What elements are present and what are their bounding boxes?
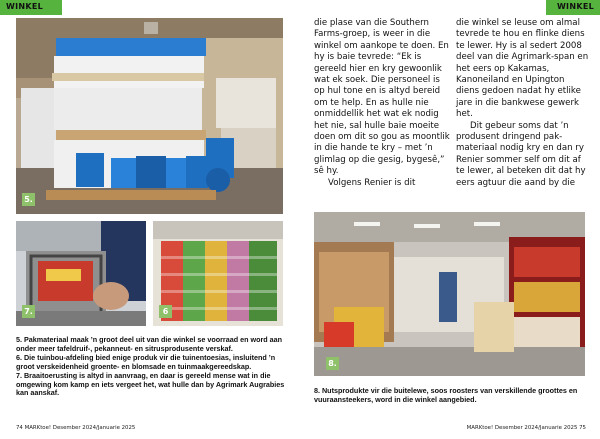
photo-warehouse-packaging bbox=[16, 18, 283, 214]
photo-badge-7: 7. bbox=[22, 305, 35, 318]
photo-badge-8: 8. bbox=[326, 357, 339, 370]
photo-garden-seeds bbox=[153, 221, 283, 326]
column2-paragraph-1: die winkel se leuse om almal tevrede te hou en flinke diens te lewer. Hy is al sedert 2008 deel van die Agrimark-span en het eers op Kakamas, Kanoneiland en Upington diens gedoen nadat hy etlike jare in die bankwese gewerk het. bbox=[456, 18, 589, 120]
column2-paragraph-2: Dit gebeur soms dat ’n produsent dringend pak-materiaal nodig kry en dan ry Renier sommer self om dit af te lewer, al beteken dit dat hy eers agtuur die aand by die bbox=[456, 120, 586, 188]
section-band-right bbox=[546, 0, 600, 15]
photo-store-interior bbox=[314, 212, 585, 376]
photo-badge-6: 6 bbox=[159, 305, 172, 318]
article-column-1 bbox=[314, 18, 450, 189]
left-captions bbox=[16, 336, 286, 398]
photo-badge-5: 5. bbox=[22, 193, 35, 206]
photo-braai-equipment bbox=[16, 221, 146, 326]
section-label-right: WINKEL bbox=[556, 2, 594, 11]
right-page bbox=[300, 0, 600, 439]
right-footer: MARKtoe! Desember 2024/Januarie 2025 75 bbox=[466, 425, 586, 431]
left-footer: 74 MARKtoe! Desember 2024/Januarie 2025 bbox=[16, 425, 136, 431]
column1-paragraph-2: Volgens Renier is dit bbox=[328, 177, 416, 188]
article-column-2 bbox=[456, 18, 590, 189]
caption-8: 8. Nutsprodukte vir die buitelewe, soos roosters van verskillende groottes en vuuraansteekers, word in die winkel aangebied. bbox=[314, 386, 578, 404]
caption-6: 6. Die tuinbou-afdeling bied enige produk vir die tuinentoesias, insluitend ’n groot verskeidenheid groente- en blomsade en tuinmaakgereedskap. bbox=[16, 352, 276, 371]
section-label-left: WINKEL bbox=[6, 2, 44, 11]
caption-5: 5. Pakmateriaal maak ’n groot deel uit van die winkel se voorraad en word aan onder meer tafeldruif-, pekanneut- en sitrusprodusente verskaf. bbox=[16, 335, 283, 353]
section-band-left bbox=[0, 0, 62, 15]
caption-7: 7. Braaitoerusting is altyd in aanvraag, en daar is gereeld mense wat in die omgewing kom kamp en iets vergeet het, wat hulle dan by Agrimark Augrabies kan aanskaf. bbox=[16, 370, 285, 398]
left-page bbox=[0, 0, 299, 439]
right-caption bbox=[314, 387, 586, 405]
column1-paragraph-1: die plase van die Southern Farms-groep, is weer in die winkel om aankope te doen. En hy is baie tevrede: “Ek is gereeld hier en kry gewoonlik wat ek soek. Die personeel is op hul tone en is altyd bereid om te help. En as hulle nie onmiddellik het wat ek nodig het nie, sal hulle baie moeite doen om dit so gou as moontlik in die hande te kry – met ’n glimlag op die gesig, bygesê,” sê hy. bbox=[314, 18, 450, 177]
